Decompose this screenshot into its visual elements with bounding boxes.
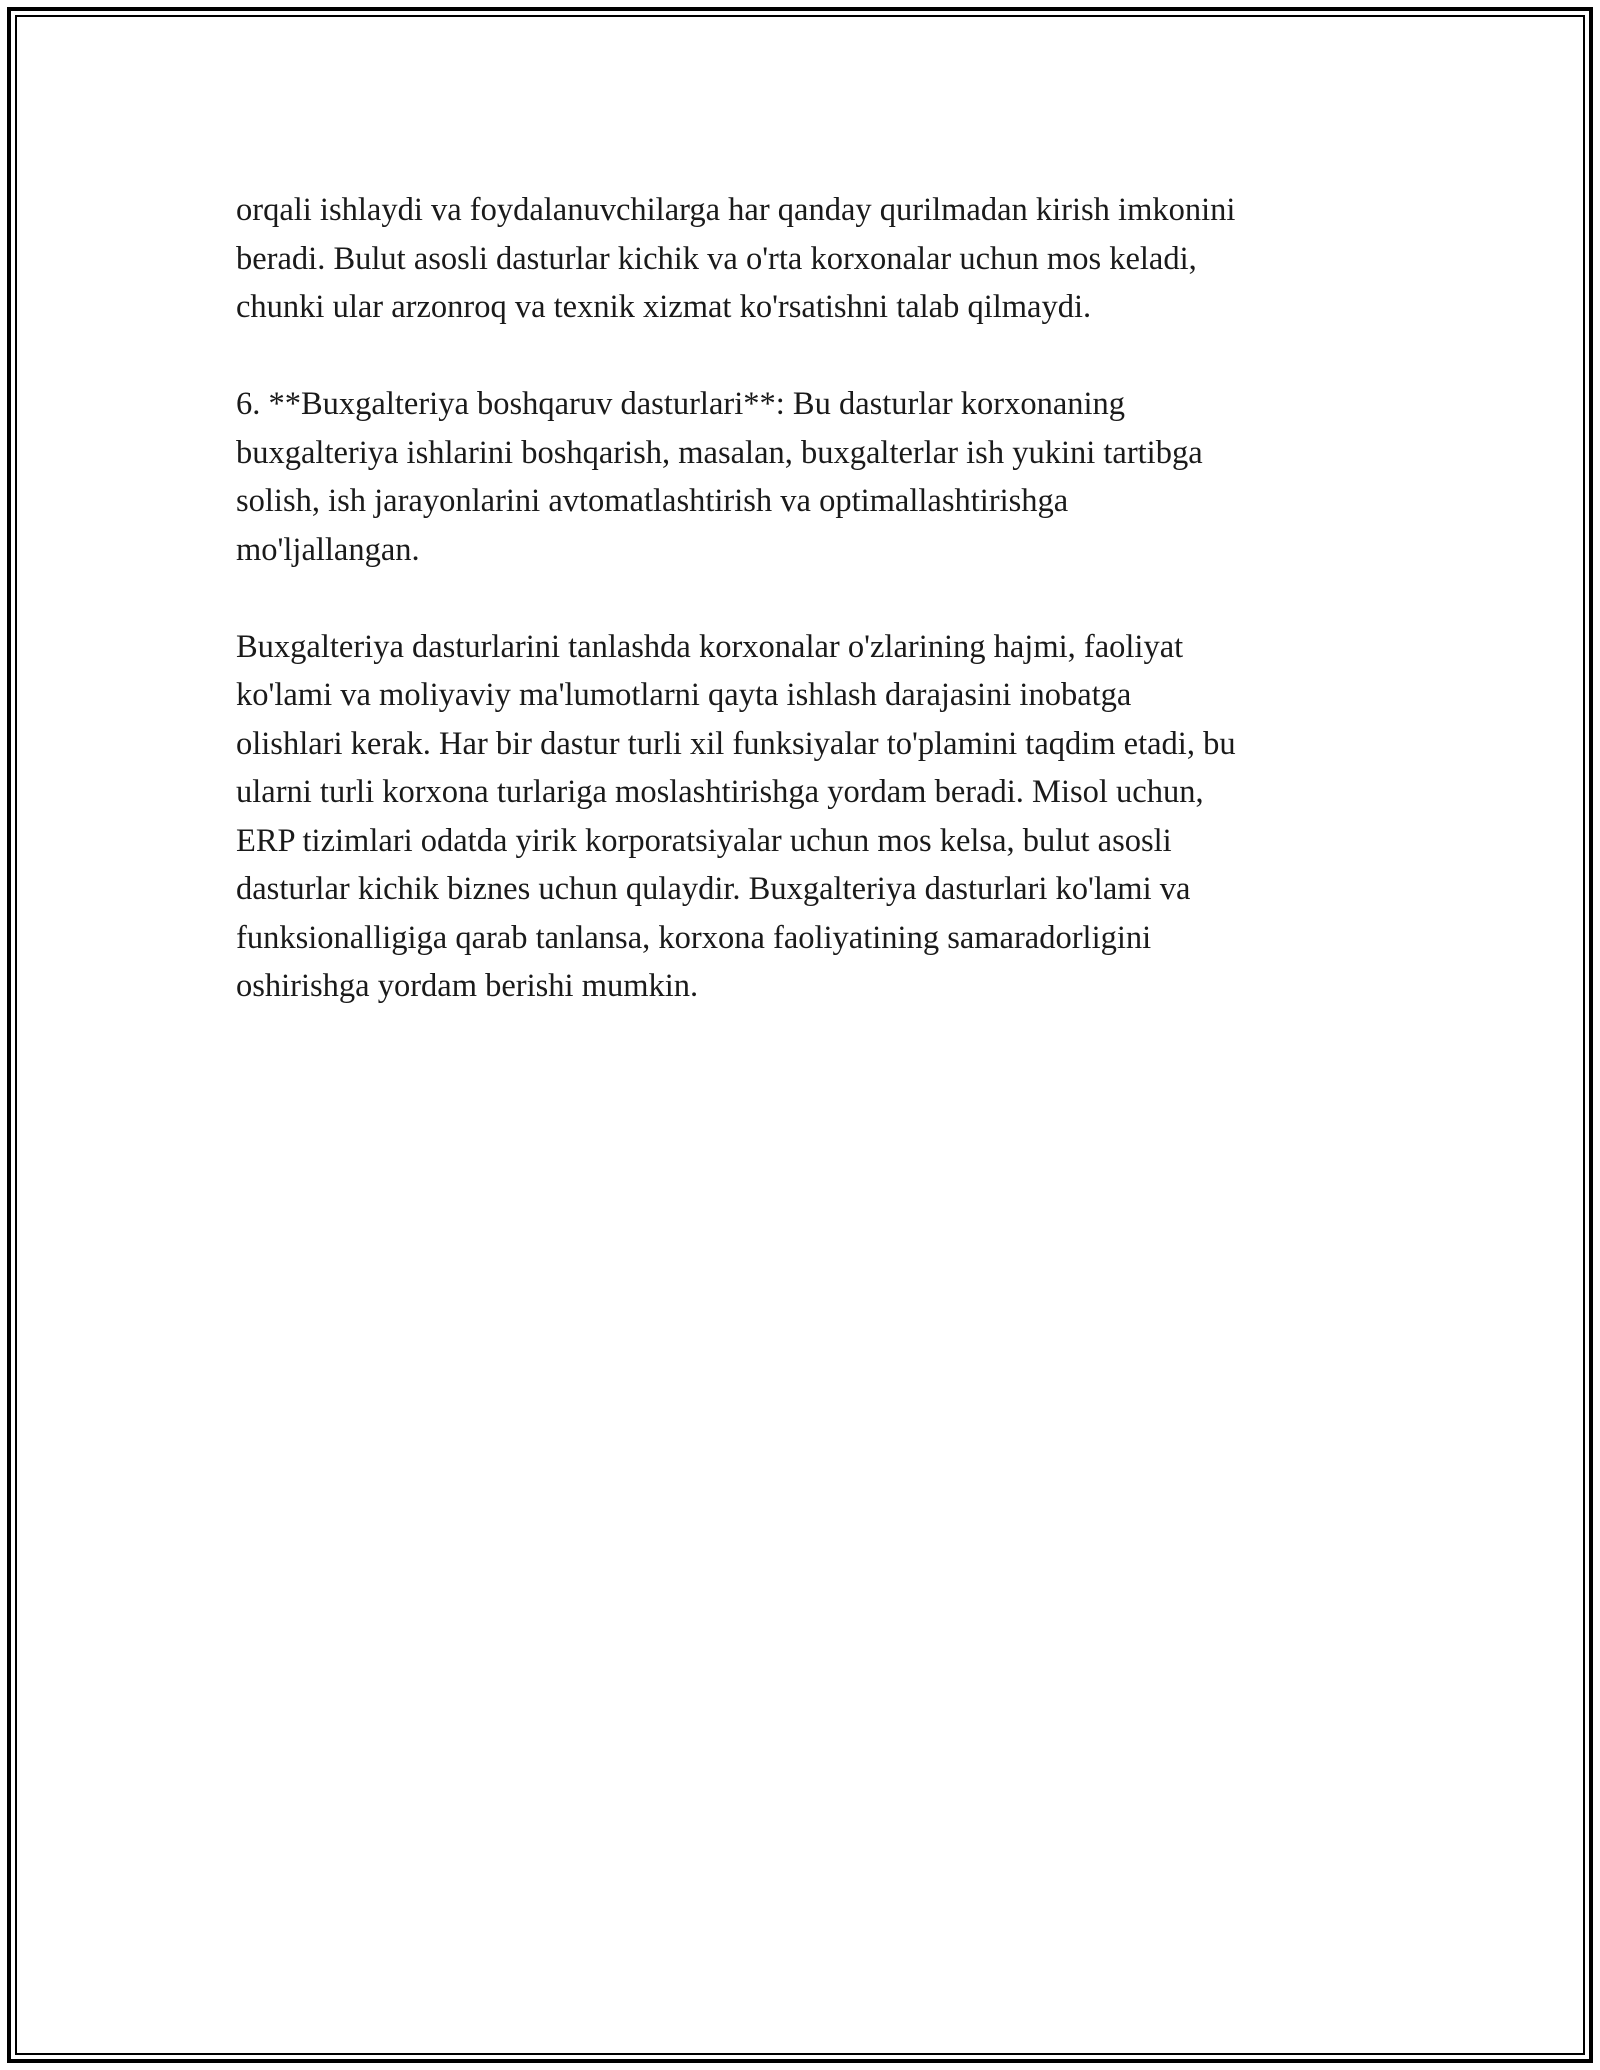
text-line: dasturlar kichik biznes uchun qulaydir. Buxgalteriya dasturlari ko'lami va <box>236 871 1191 907</box>
text-line: ularni turli korxona turlariga moslashtirishga yordam beradi. Misol uchun, <box>236 774 1204 810</box>
text-line: beradi. Bulut asosli dasturlar kichik va o'rta korxonalar uchun mos keladi, <box>236 240 1197 277</box>
text-line: solish, ish jarayonlarini avtomatlashtirish va optimallashtirishga <box>236 483 1069 519</box>
document-body <box>236 186 1376 1059</box>
text-line: Buxgalteriya dasturlarini tanlashda korxonalar o'zlarining hajmi, faoliyat <box>236 628 1184 665</box>
paragraph-1 <box>236 186 1376 332</box>
text-line: mo'ljallangan. <box>236 531 420 568</box>
text-line: 6. **Buxgalteriya boshqaruv dasturlari**: Bu dasturlar korxonaning <box>236 386 1126 422</box>
text-line: ERP tizimlari odatda yirik korporatsiyalar uchun mos kelsa, bulut asosli <box>236 822 1172 859</box>
text-line: orqali ishlaydi va foydalanuvchilarga har qanday qurilmadan kirish imkonini <box>236 192 1236 228</box>
text-line: olishlari kerak. Har bir dastur turli xil funksiyalar to'plamini taqdim etadi, bu <box>236 725 1236 762</box>
text-line: buxgalteriya ishlarini boshqarish, masalan, buxgalterlar ish yukini tartibga <box>236 434 1203 471</box>
text-line: chunki ular arzonroq va texnik xizmat ko'rsatishni talab qilmaydi. <box>236 289 1092 325</box>
text-line: oshirishga yordam berishi mumkin. <box>236 968 699 1004</box>
paragraph-2 <box>236 380 1376 574</box>
text-line: funksionalligiga qarab tanlansa, korxona faoliyatining samaradorligini <box>236 919 1152 956</box>
text-line: ko'lami va moliyaviy ma'lumotlarni qayta ishlash darajasini inobatga <box>236 677 1132 713</box>
paragraph-3 <box>236 623 1376 1011</box>
